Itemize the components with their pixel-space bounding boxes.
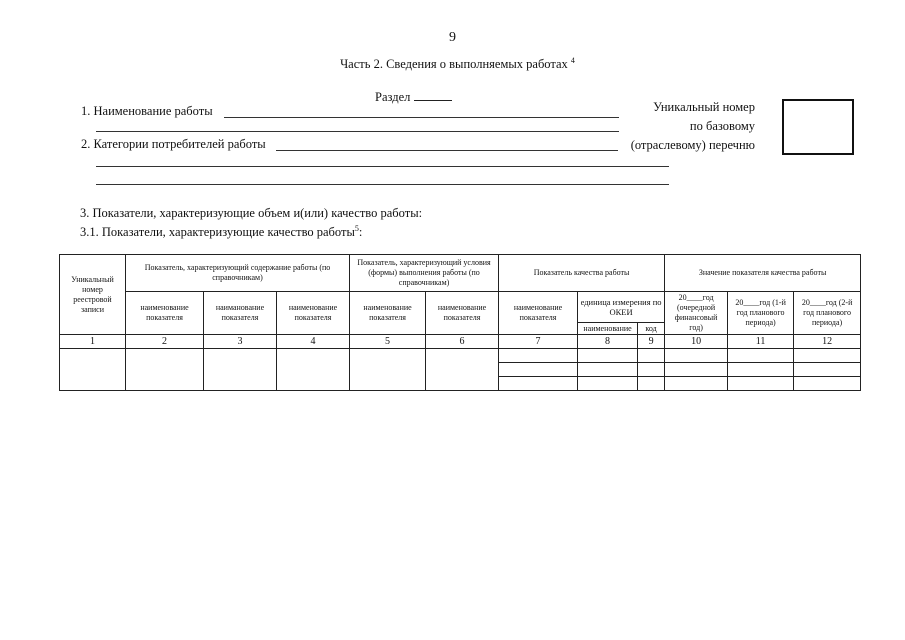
cell[interactable] <box>426 349 499 391</box>
header-year-2: 20____год (1-й год планового периода) <box>728 292 794 335</box>
col-num-2: 2 <box>126 335 204 349</box>
header-row-1 <box>60 255 861 292</box>
cell[interactable] <box>126 349 204 391</box>
header-unique-number: Уникальный номер реестровой записи <box>60 255 126 335</box>
col-num-12: 12 <box>794 335 861 349</box>
cell[interactable] <box>277 349 350 391</box>
header-unit-name: наименование <box>578 323 638 335</box>
cell[interactable] <box>499 377 578 391</box>
item31-colon: : <box>358 225 363 240</box>
header-indicator-name-7: наименование показателя <box>499 292 578 335</box>
cell[interactable] <box>638 349 665 363</box>
page-number: 9 <box>449 30 456 45</box>
quality-indicators-table <box>59 254 861 391</box>
cell[interactable] <box>499 363 578 377</box>
section-label <box>375 89 452 105</box>
header-quality-value: Значение показателя качества работы <box>665 255 861 292</box>
item1-label: 1. Наименование работы <box>81 104 213 118</box>
item2-label: 2. Категории потребителей работы <box>81 137 266 151</box>
header-unit-okei: единица измерения по ОКЕИ <box>578 292 665 323</box>
item2-line-3[interactable] <box>96 184 669 185</box>
cell[interactable] <box>578 377 638 391</box>
part-title <box>0 56 905 72</box>
cell[interactable] <box>794 377 861 391</box>
cell[interactable] <box>665 377 728 391</box>
cell[interactable] <box>728 349 794 363</box>
section-number-blank[interactable] <box>414 89 452 101</box>
unique-number-box[interactable] <box>782 99 854 155</box>
col-num-3: 3 <box>204 335 277 349</box>
unique-number-line-1: Уникальный номер <box>653 100 755 114</box>
item3-label: 3. Показатели, характеризующие объем и(или) качество работы: <box>80 206 423 220</box>
col-num-9: 9 <box>638 335 665 349</box>
item1-line[interactable] <box>224 117 619 118</box>
cell-unique[interactable] <box>60 349 126 391</box>
col-num-1: 1 <box>60 335 126 349</box>
col-num-4: 4 <box>277 335 350 349</box>
col-num-10: 10 <box>665 335 728 349</box>
cell[interactable] <box>728 363 794 377</box>
part-title-text: Часть 2. Сведения о выполняемых работах <box>340 57 568 72</box>
header-year-1: 20____год (очередной финансовый год) <box>665 292 728 335</box>
item2-line-2[interactable] <box>96 166 669 167</box>
item31-footnote: 5 <box>354 224 359 233</box>
section-label-text: Раздел <box>375 90 411 104</box>
col-num-8: 8 <box>578 335 638 349</box>
header-year-3: 20____год (2-й год планового периода) <box>794 292 861 335</box>
unique-number-label <box>600 98 755 155</box>
header-quality-indicator: Показатель качества работы <box>499 255 665 292</box>
cell[interactable] <box>499 349 578 363</box>
header-unit-code: код <box>638 323 665 335</box>
cell[interactable] <box>204 349 277 391</box>
col-num-7: 7 <box>499 335 578 349</box>
header-indicator-name-4: наименование показателя <box>277 292 350 335</box>
header-row-2 <box>60 292 861 323</box>
header-conditions-indicator: Показатель, характеризующий условия (формы) выполнения работы (по справочникам) <box>350 255 499 292</box>
header-content-indicator: Показатель, характеризующий содержание работы (по справочникам) <box>126 255 350 292</box>
col-num-5: 5 <box>350 335 426 349</box>
header-indicator-name-3: наиманование показателя <box>204 292 277 335</box>
col-num-6: 6 <box>426 335 499 349</box>
cell[interactable] <box>638 377 665 391</box>
item31-text: 3.1. Показатели, характеризующие качество работы <box>80 225 355 240</box>
header-indicator-name-5: наименование показателя <box>350 292 426 335</box>
cell[interactable] <box>794 363 861 377</box>
unique-number-line-2: по базовому <box>689 119 755 133</box>
column-number-row <box>60 335 861 349</box>
cell[interactable] <box>728 377 794 391</box>
item1-line-2[interactable] <box>96 131 619 132</box>
col-num-11: 11 <box>728 335 794 349</box>
cell[interactable] <box>578 349 638 363</box>
cell[interactable] <box>638 363 665 377</box>
item31-label <box>80 224 362 240</box>
table-row <box>60 349 861 363</box>
cell[interactable] <box>794 349 861 363</box>
cell[interactable] <box>578 363 638 377</box>
header-indicator-name-6: наименование показателя <box>426 292 499 335</box>
part-title-footnote: 4 <box>570 56 575 65</box>
unique-number-line-3: (отраслевому) перечню <box>630 138 755 152</box>
cell[interactable] <box>350 349 426 391</box>
cell[interactable] <box>665 349 728 363</box>
cell[interactable] <box>665 363 728 377</box>
item2-line[interactable] <box>276 150 618 151</box>
header-indicator-name-2: наименование показателя <box>126 292 204 335</box>
